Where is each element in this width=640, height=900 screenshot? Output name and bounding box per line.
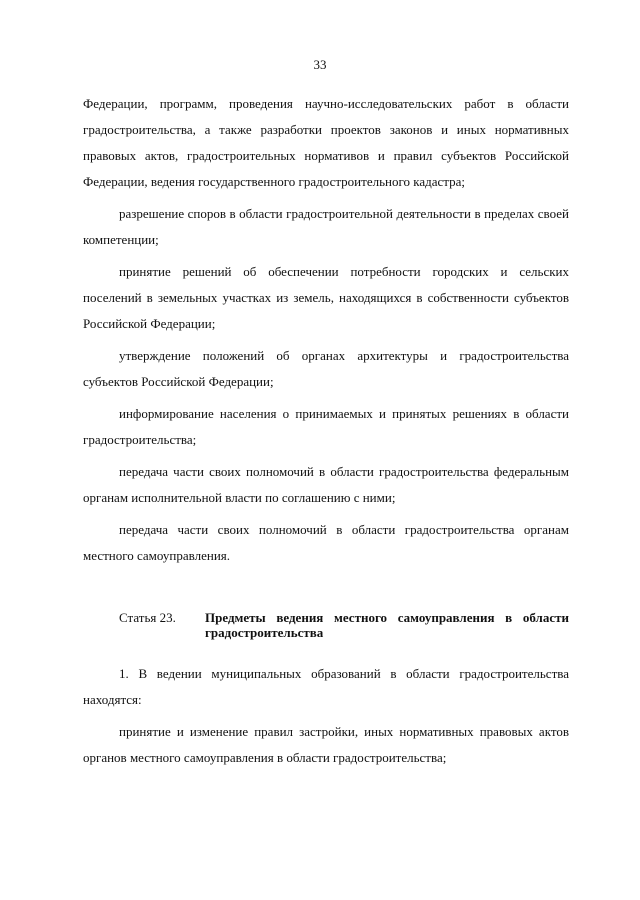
article-title: Предметы ведения местного самоуправления в области градостроительства xyxy=(205,610,569,640)
article-label: Статья 23. xyxy=(119,610,176,625)
paragraphs-bottom xyxy=(83,661,569,771)
paragraph-8: 1. В ведении муниципальных образований в области градостроительства находятся: xyxy=(83,666,569,707)
paragraph-2: разрешение споров в области градостроительной деятельности в пределах своей компетенции; xyxy=(83,206,569,247)
paragraph-6: передача части своих полномочий в области градостроительства федеральным органам исполнительной власти по соглашению с ними; xyxy=(83,464,569,505)
paragraph-4: утверждение положений об органах архитектуры и градостроительства субъектов Российской Федерации; xyxy=(83,348,569,389)
article-heading xyxy=(83,610,569,640)
paragraph-9: принятие и изменение правил застройки, иных нормативных правовых актов органов местного самоуправления в области градостроительства; xyxy=(83,724,569,765)
paragraph-3: принятие решений об обеспечении потребности городских и сельских поселений в земельных участках из земель, находящихся в собственности субъектов Российской Федерации; xyxy=(83,264,569,331)
page-number: 33 xyxy=(313,57,327,72)
paragraph-1: Федерации, программ, проведения научно-исследовательских работ в области градостроительства, а также разработки проектов законов и иных нормативных правовых актов, градостроительных нормативов и правил субъектов Российской Федерации, ведения государственного градостроительного кадастра; xyxy=(83,96,569,189)
paragraphs-top xyxy=(83,91,569,569)
paragraph-7: передача части своих полномочий в области градостроительства органам местного самоуправления. xyxy=(83,522,569,563)
paragraph-5: информирование населения о принимаемых и принятых решениях в области градостроительства; xyxy=(83,406,569,447)
